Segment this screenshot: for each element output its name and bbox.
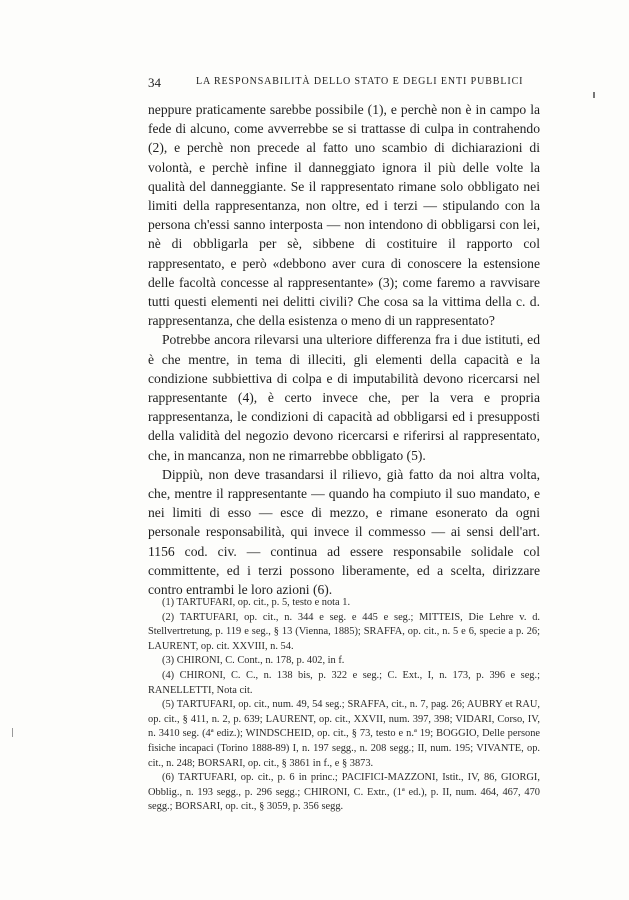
- margin-mark: [12, 728, 13, 737]
- footnote-1: (1) TARTUFARI, op. cit., p. 5, testo e nota 1.: [162, 597, 351, 608]
- paragraph: Dippiù, non deve trasandarsi il rilievo, già fatto da noi altra volta, che, mentre il rappresentante — quando ha compiuto il suo mandato, e nei limiti di esso — esce di mezzo, e rimane esonerato da ogni personale responsabilità, qui invece il commesso — ai sensi dell'art. 1156 cod. civ. — continua ad essere responsabile solidale col committente, ed i terzi possono liberamente, ed a scelta, dirizzare contro entrambi le loro azioni (6).: [148, 466, 540, 598]
- footnote-3: (3) CHIRONI, C. Cont., n. 178, p. 402, in f.: [162, 655, 345, 667]
- footnotes: [148, 596, 540, 815]
- footnote-2: (2) TARTUFARI, op. cit., n. 344 e seg. e 445 e seg.; MITTEIS, Die Lehre v. d. Stellvertretung, p. 119 e seg., § 13 (Vienna, 1885); SRAFFA, op. cit., n. 5 e 6, specie a p. 26; LAURENT, op. cit. XXVIII, n. 54.: [148, 611, 540, 652]
- footnote-5: (5) TARTUFARI, op. cit., num. 49, 54 seg.; SRAFFA, cit., n. 7, pag. 26; AUBRY et RAU, op. cit., § 411, n. 2, p. 639; LAURENT, op. cit., XXVII, num. 397, 398; VIDARI, Corso, IV, n. 3410 seg. (4ª ediz.); WINDSCHEID, op. cit., § 73, testo e n.ª 19; BOGGIO, Delle persone fisiche incapaci (Torino 1888-89) I, n. 197 segg., n. 208 segg.; II, num. 195; VIVANTE, op. cit., n. 248; BORSARI, op. cit., § 3861 in f., e § 3873.: [148, 699, 540, 769]
- main-text: [148, 100, 540, 599]
- footnote-6: (6) TARTUFARI, op. cit., p. 6 in princ.; PACIFICI-MAZZONI, Istit., IV, 86, GIORGI, Obblig., n. 193 segg., p. 296 segg.; CHIRONI, C. Extr., (1ª ed.), p. II, num. 464, 467, 470 segg.; BORSARI, op. cit., § 3059, p. 356 segg.: [148, 772, 540, 813]
- footnote-4: (4) CHIRONI, C. C., n. 138 bis, p. 322 e seg.; C. Ext., I, n. 173, p. 396 e seg.; RANELLETTI, Nota cit.: [148, 669, 540, 696]
- paragraph-continued: neppure praticamente sarebbe possibile (1), e perchè non è in campo la fede di alcuno, come avverrebbe se si trattasse di culpa in contrahendo (2), e perchè non precede al fatto uno scambio di dichiarazioni di volontà, e perchè infine il danneggiato ignora il più delle volte la qualità del danneggiante. Se il rappresentato rimane solo obbligato nei limiti della rappresentanza, non oltre, ed i terzi — stipulando con la persona ch'essi sanno interposta — non intendono di obbligarsi con lei, nè di obbligarla per sè, sibbene di costituire il rapporto col rappresentato, e però «debbono aver cura di conoscere la estensione delle facoltà concesse al rappresentante» (3); come faremo a ravvisare tutti questi elementi nei delitti civili? Che cosa sa la vittima della c. d. rappresentanza, che della esistenza o meno di un rappresentato?: [148, 102, 540, 329]
- running-header: [148, 75, 543, 93]
- paragraph: Potrebbe ancora rilevarsi una ulteriore differenza fra i due istituti, ed è che mentre, in tema di illeciti, gli elementi della capacità e la condizione subbiettiva di colpa e di imputabilità devono ricercarsi nel rappresentante (4), è certo invece che, per la vera e propria rappresentanza, le condizioni di capacità ad obbligarsi ed i presupposti della validità del negozio devono ricercarsi e riferirsi al rappresentato, che, in mancanza, non ne rimarrebbe obbligato (5).: [148, 332, 540, 463]
- print-speck: [593, 92, 595, 98]
- page-number: 34: [148, 75, 161, 90]
- running-title: LA RESPONSABILITÀ DELLO STATO E DEGLI ENTI PUBBLICI: [196, 76, 524, 87]
